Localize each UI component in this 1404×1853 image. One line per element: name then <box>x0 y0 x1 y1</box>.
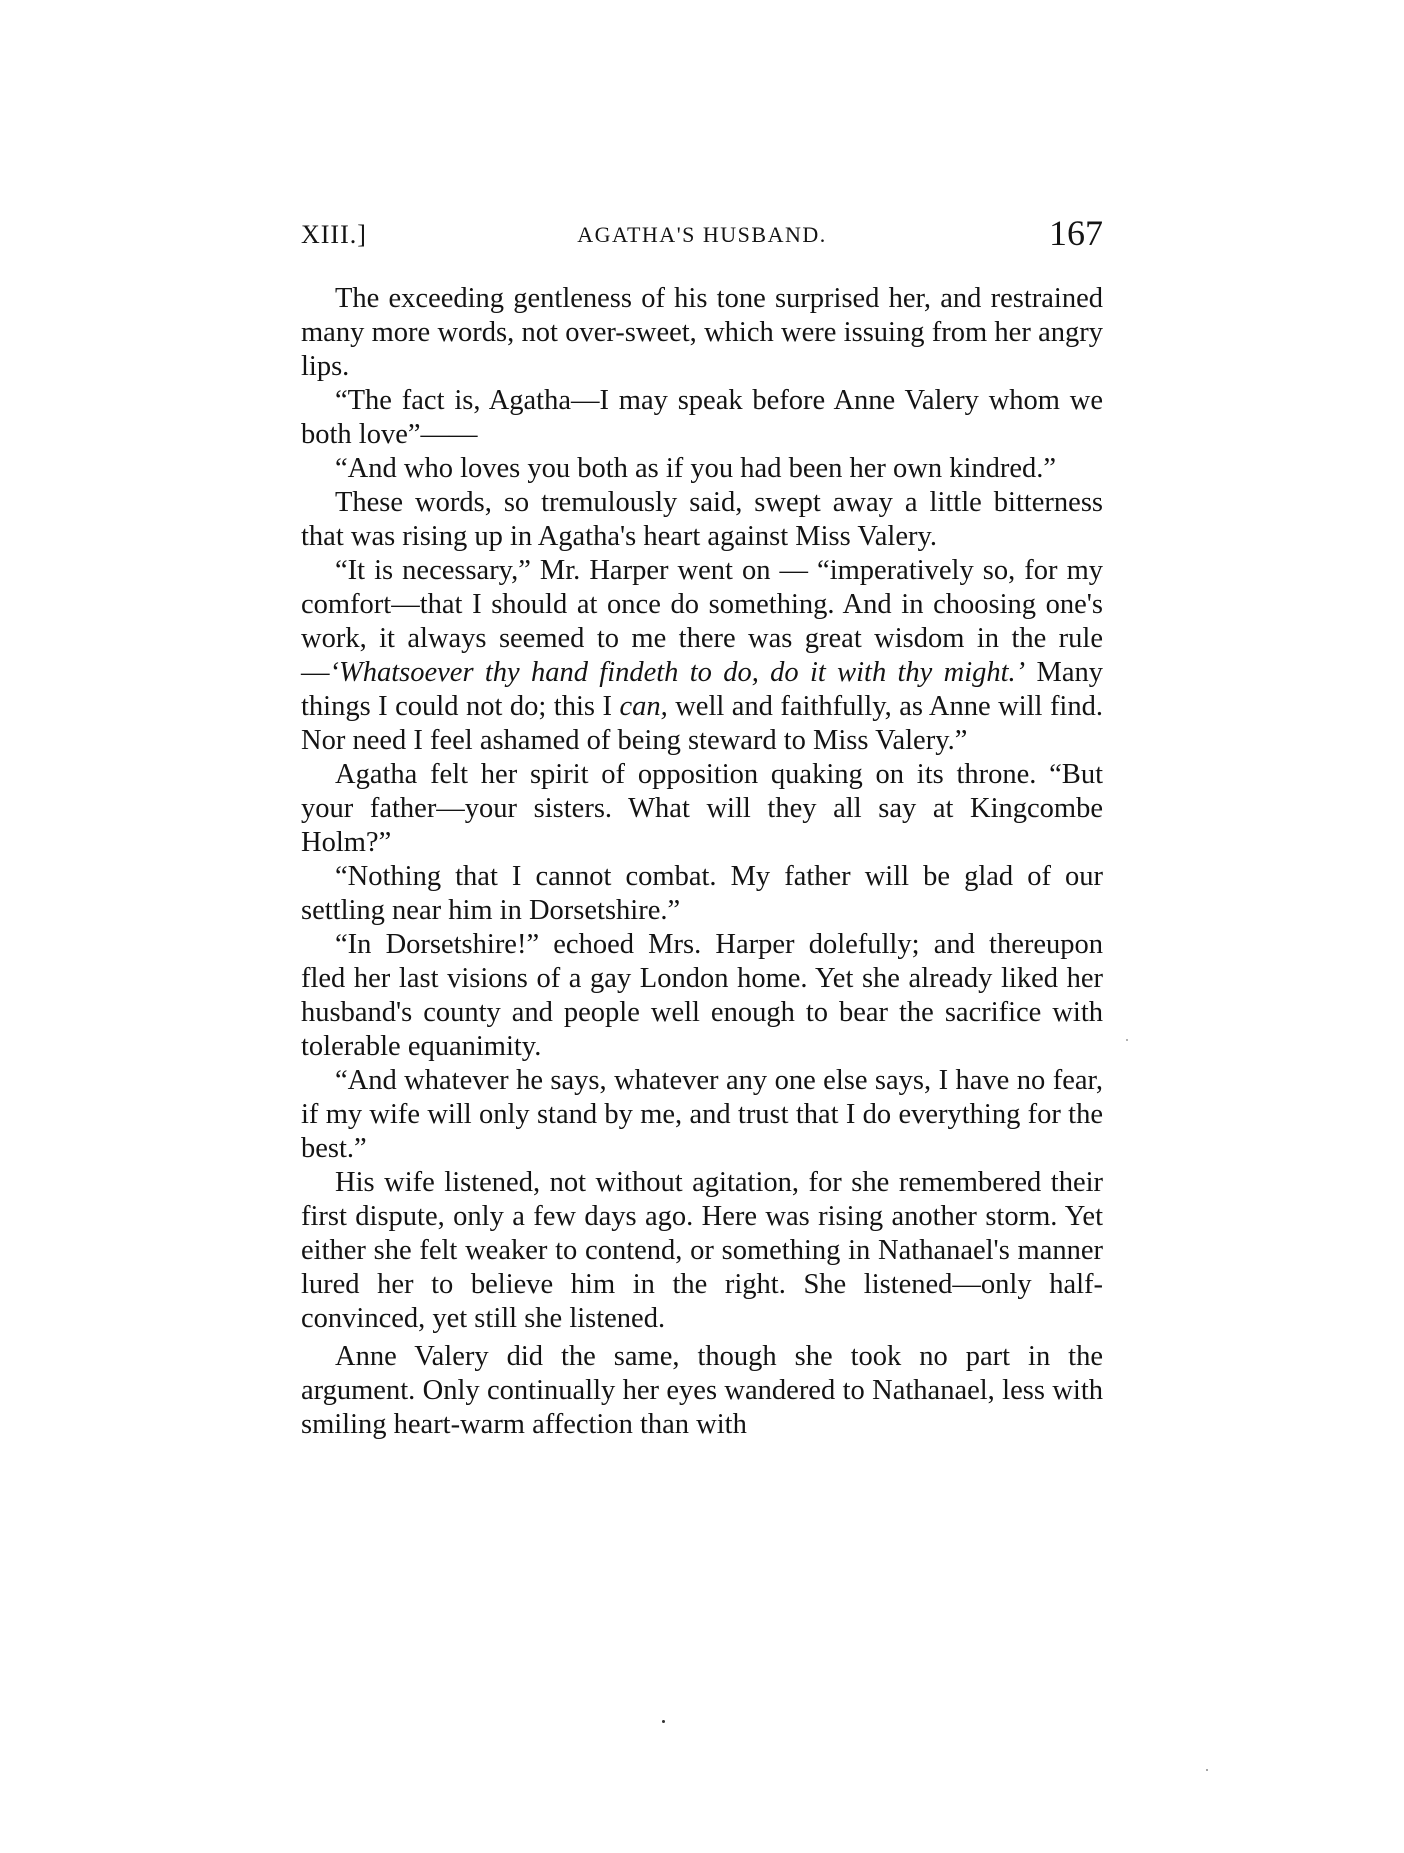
paragraph: These words, so tremulously said, swept away a little bitterness that was rising up in Agatha's heart against Miss Valery. <box>301 487 1103 552</box>
paragraph: “In Dorsetshire!” echoed Mrs. Harper dolefully; and thereupon fled her last visions of a gay London home. Yet she already liked her husband's county and people well enough to bear the sacrifice with tolerable equanimity. <box>301 929 1103 1062</box>
paragraph <box>301 554 1103 758</box>
paragraph: Anne Valery did the same, though she took no part in the argument. Only continually her eyes wandered to Nathanael, less with smiling heart-warm affection than with <box>301 1341 1103 1440</box>
running-title: AGATHA'S HUSBAND. <box>577 222 827 247</box>
print-speck <box>1126 1039 1128 1041</box>
paragraph: “And whatever he says, whatever any one else says, I have no fear, if my wife will only stand by me, and trust that I do everything for the best.” <box>301 1065 1103 1164</box>
paragraph-text: Many things I could not do; this I <box>301 657 1103 722</box>
body-text <box>301 282 1103 1442</box>
running-header <box>301 213 1103 260</box>
emphasis: can, <box>619 691 668 722</box>
paragraph: “And who loves you both as if you had been her own kindred.” <box>335 453 1057 484</box>
paragraph-text: “It is necessary,” Mr. Harper went on — “imperatively so, for my comfort—that I should at once do something. And in choosing one's work, it always seemed to me there was great wisdom in the rule— <box>301 555 1103 688</box>
scripture-quote: ‘Whatsoever thy hand findeth to do, do it with thy might.’ <box>329 657 1026 688</box>
print-speck <box>662 1720 665 1723</box>
paragraph: “Nothing that I cannot combat. My father will be glad of our settling near him in Dorsetshire.” <box>301 861 1103 926</box>
paragraph: Agatha felt her spirit of opposition quaking on its throne. “But your father—your sisters. What will they all say at Kingcombe Holm?” <box>301 759 1103 858</box>
paragraph-text: well and faithfully, as Anne will find. Nor need I feel ashamed of being steward to Miss Valery.” <box>301 691 1103 756</box>
chapter-number: XIII.] <box>301 220 367 249</box>
print-speck <box>1206 1769 1208 1771</box>
paragraph: His wife listened, not without agitation, for she remembered their first dispute, only a few days ago. Here was rising another storm. Yet either she felt weaker to contend, or something in Nathanael's manner lured her to believe him in the right. She listened—only half-convinced, yet still she listened. <box>301 1167 1103 1334</box>
paragraph: “The fact is, Agatha—I may speak before Anne Valery whom we both love”—— <box>301 385 1103 450</box>
paragraph: The exceeding gentleness of his tone surprised her, and restrained many more words, not over-sweet, which were issuing from her angry lips. <box>301 283 1103 382</box>
page-number: 167 <box>1049 213 1103 253</box>
